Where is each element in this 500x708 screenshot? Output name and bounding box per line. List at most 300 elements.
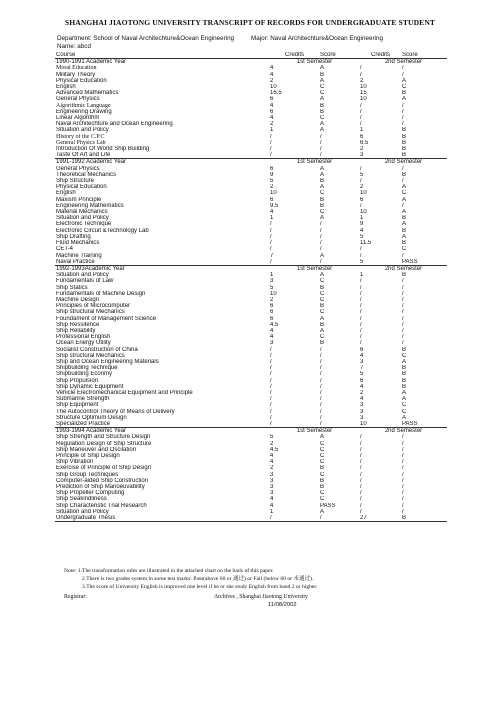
course-row	[55, 421, 447, 428]
credits-sem1: 3	[270, 278, 274, 285]
score-sem2: PASS	[402, 258, 418, 265]
score-sem2: /	[402, 459, 404, 466]
records-table	[55, 52, 447, 522]
score-sem2: /	[402, 502, 404, 509]
note-3: 3.The score of University English is improved one level if he or she study English from band 2 or higher.	[82, 584, 318, 590]
score-sem2: /	[402, 496, 404, 503]
credits-sem1: 1	[270, 272, 274, 279]
course-name: Machine Training	[56, 252, 102, 259]
score-sem2: A	[402, 221, 407, 228]
score-sem2: B	[402, 383, 407, 390]
credits-sem2: /	[360, 471, 362, 478]
score-sem1: A	[320, 272, 325, 279]
credits-sem2: 11.5	[360, 240, 372, 247]
credits-sem1: /	[270, 371, 272, 378]
course-name: English	[56, 84, 76, 91]
credits-sem2: 6	[360, 377, 364, 384]
course-name: Situation and Policy	[56, 272, 109, 279]
credits-sem1: 4	[270, 334, 274, 341]
score-sem1: B	[320, 484, 325, 491]
score-sem1: /	[320, 371, 322, 378]
course-name: Principles of Microcomputer	[56, 303, 131, 310]
credits-sem2: 3	[360, 414, 364, 421]
score-sem2: A	[402, 196, 407, 203]
course-name: Engineering Mathematics	[56, 202, 124, 209]
credits-sem2: /	[360, 490, 362, 497]
credits-sem2: /	[360, 71, 362, 78]
credits-sem1: /	[270, 402, 272, 409]
score-sem1: B	[320, 321, 325, 328]
score-sem1: /	[320, 139, 322, 146]
credits-sem2: /	[360, 321, 362, 328]
credits-sem2: /	[360, 290, 362, 297]
credits-sem2: 6.5	[360, 139, 369, 146]
credits-sem2: /	[360, 65, 362, 72]
score-sem2: /	[402, 278, 404, 285]
score-sem1: A	[320, 315, 325, 322]
score-sem1: B	[320, 465, 325, 472]
course-name: Regulation Design of Ship Structure	[56, 440, 152, 447]
credits-sem2: 5	[360, 258, 364, 265]
course-row	[55, 515, 447, 522]
credits-sem1: /	[270, 133, 272, 140]
student-info	[57, 35, 383, 50]
score-sem2: B	[401, 515, 447, 522]
credits-sem1: /	[270, 377, 272, 384]
score-sem2: B	[402, 377, 407, 384]
course-name: English	[56, 190, 76, 197]
credits-sem2: 1	[360, 127, 364, 134]
course-name: Taste Of Art and Life	[56, 152, 111, 159]
course-name: Ship Vibration	[56, 459, 94, 466]
credits-sem2: /	[360, 477, 362, 484]
credits-sem1: 1	[270, 215, 274, 222]
credits-sem1: 4.5	[270, 321, 279, 328]
score-sem1: B	[320, 284, 325, 291]
credits-sem1: 10	[270, 290, 277, 297]
credits-sem1: /	[270, 246, 272, 253]
credits-sem1: 3	[270, 471, 274, 478]
score-sem1: /	[320, 389, 322, 396]
credits-sem2: 5	[360, 371, 364, 378]
credits-sem1: 7	[270, 252, 274, 259]
course-name: Ship Propeller Computing	[56, 490, 125, 497]
credits-sem1: 3	[270, 484, 274, 491]
credits-sem1: 3	[270, 477, 274, 484]
score-sem1: C	[320, 209, 325, 216]
credits-sem1: /	[270, 408, 272, 415]
semester-1-label: 1st Semester	[269, 265, 359, 272]
credits-sem1: 2	[270, 77, 274, 84]
score-sem1: /	[320, 408, 322, 415]
score-sem2: /	[402, 446, 404, 453]
course-name: Undergraduate Thesis	[55, 515, 269, 522]
credits-sem2: 2	[360, 146, 364, 153]
course-name: Ship Strength and Structure Design	[56, 434, 151, 441]
score-sem2: /	[402, 252, 404, 259]
score-sem2: /	[402, 284, 404, 291]
credits-sem2: 6	[360, 133, 364, 140]
credits-sem2: /	[360, 434, 362, 441]
score-sem1: /	[320, 133, 322, 140]
credits-sem1: /	[270, 383, 272, 390]
credits-sem1: 6	[270, 303, 274, 310]
archives-label: Archives , Shanghai Jiaotong University	[214, 594, 308, 600]
credits-sem1: 2	[270, 465, 274, 472]
score-sem2: A	[402, 233, 407, 240]
academic-year-row	[55, 265, 447, 272]
credits-sem2: /	[360, 278, 362, 285]
credits-sem1: 4	[270, 459, 274, 466]
credits-sem2: 3	[360, 402, 364, 409]
course-name: Electronic Circuit &Technology Lab	[56, 227, 149, 234]
score-sem2: B	[402, 365, 407, 372]
score-sem1: C	[320, 115, 325, 122]
credits-sem1: 6	[270, 165, 274, 172]
score-sem2: C	[402, 246, 407, 253]
credits-sem1: 10	[270, 84, 277, 91]
score-sem2: /	[402, 303, 404, 310]
course-name: Principle of Ship Design	[56, 453, 120, 459]
score-sem2: B	[402, 90, 407, 97]
score-sem1: C	[320, 84, 325, 91]
course-name: Physical Education	[56, 77, 107, 84]
credits-sem2: 2	[360, 389, 364, 396]
score-sem2: /	[402, 296, 404, 303]
score-sem2: /	[402, 508, 404, 515]
course-name: Ship Equipment	[56, 402, 99, 409]
score-sem1: A	[320, 508, 325, 515]
note-1: Note: 1.The transformation rules are illustrated in the attached chart on the back of this paper.	[64, 568, 274, 574]
course-name: Ship structural Mechanics	[56, 309, 125, 316]
credits-sem1: 4	[270, 65, 274, 72]
course-name: Situation and Policy	[56, 127, 109, 134]
course-name: General Physics	[56, 96, 100, 103]
course-name: Situation and Policy	[56, 215, 109, 222]
credits-sem1: /	[270, 139, 272, 146]
credits-sem1: 6	[270, 96, 274, 103]
credits-sem1: 6	[270, 196, 274, 203]
course-name: Prediction of Ship Manoeuvability	[56, 484, 145, 491]
credits-sem1: /	[270, 365, 272, 372]
score-sem1: /	[320, 346, 322, 353]
course-name: Vehicle Electromechanical Equipment and Principle	[56, 389, 193, 396]
score-sem1: B	[320, 102, 325, 109]
score-sem2: /	[402, 165, 404, 172]
score-sem1: C	[320, 459, 325, 466]
score-sem1: C	[320, 453, 325, 459]
credits-sem1: 2	[270, 184, 274, 191]
score-sem2: /	[402, 71, 404, 78]
credits-sem2: 27	[359, 515, 401, 522]
credits-sem1: /	[270, 152, 272, 159]
course-name: Situation and Policy	[56, 508, 109, 515]
transcript-title: SHANGHAI JIAOTONG UNIVERSITY TRANSCRIPT OF RECORDS FOR UNDERGRADUATE STUDENT	[64, 18, 436, 27]
score-sem2: PASS	[402, 420, 418, 427]
score-sem1: /	[320, 365, 322, 372]
score-sem1: /	[320, 258, 322, 265]
score-sem2: /	[402, 434, 404, 441]
credits-sem1: 9.5	[270, 202, 279, 209]
credits-sem2: /	[360, 440, 362, 447]
score-sem2: A	[402, 184, 407, 191]
credits-sem1: /	[269, 515, 319, 522]
course-name: Engineering Drawing	[56, 108, 112, 115]
score-sem1: /	[320, 414, 322, 421]
course-name: Ship Dynamic Equipment	[56, 383, 124, 390]
score-sem2: B	[402, 346, 407, 353]
score-sem2: C	[402, 408, 407, 415]
course-name: Ship structural Mechanics	[56, 352, 125, 359]
score-sem1: A	[320, 65, 325, 72]
score-sem2: B	[402, 227, 407, 234]
score-sem2: /	[402, 334, 404, 341]
course-name: Submarine Strength	[56, 396, 110, 403]
score-sem1: /	[320, 352, 322, 359]
score-sem2: A	[402, 389, 407, 396]
score-sem2: B	[402, 240, 407, 247]
course-name: Maxism Principle	[56, 196, 102, 203]
credits-sem1: /	[270, 146, 272, 153]
score-sem2: /	[402, 121, 404, 128]
course-row	[55, 152, 447, 159]
course-name: General Physics	[56, 165, 100, 172]
score-sem1: A	[320, 327, 325, 334]
credits-sem1: 9	[270, 171, 274, 178]
score-sem1: /	[320, 396, 322, 403]
credits-sem2: 5	[360, 171, 364, 178]
score-sem1: B	[320, 477, 325, 484]
course-name: Ship Reliability	[56, 327, 96, 334]
credits-sem2: 10	[360, 209, 367, 216]
score-sem1: /	[319, 515, 359, 522]
course-name: Ship Characteristic Trial Research	[56, 502, 147, 509]
credits-sem2: 6	[360, 196, 364, 203]
score-sem1: B	[320, 71, 325, 78]
score-sem1: B	[320, 196, 325, 203]
credits-sem2: /	[360, 121, 362, 128]
score-sem2: C	[402, 190, 407, 197]
credits-sem1: 4	[270, 502, 274, 509]
credits-sem1: /	[270, 227, 272, 234]
score-sem2: /	[402, 108, 404, 115]
score-sem2: /	[402, 309, 404, 316]
semester-2-label: 2nd Semester	[359, 265, 447, 272]
score-sem2: /	[402, 484, 404, 491]
credits-sem2: /	[360, 246, 362, 253]
score-sem1: C	[320, 496, 325, 503]
registrar-label: Registrar:	[64, 594, 87, 600]
credits-sem1: /	[270, 414, 272, 421]
score-sem1: /	[320, 402, 322, 409]
academic-year-row	[55, 59, 447, 66]
credits-sem1: /	[270, 396, 272, 403]
header-score-1: Score	[320, 52, 336, 58]
course-name: Machine Design	[56, 296, 100, 303]
course-name: Electronic Technique	[56, 221, 112, 228]
score-sem2: /	[402, 340, 404, 347]
credits-sem2: /	[360, 334, 362, 341]
score-sem1: /	[320, 383, 322, 390]
course-name: Algorithmic Language	[56, 102, 111, 109]
score-sem1: C	[320, 278, 325, 285]
major-text: Major: Naval Architechture&Ocean Engineering	[251, 35, 383, 42]
semester-1-label: 1st Semester	[269, 59, 359, 66]
score-sem2: /	[402, 327, 404, 334]
course-name: General Physics Lab	[56, 139, 106, 146]
credits-sem1: /	[270, 420, 272, 427]
score-sem2: /	[402, 477, 404, 484]
course-name: Ship Propulsion	[56, 377, 99, 384]
credits-sem2: 4	[360, 396, 364, 403]
credits-sem2: 1	[360, 215, 364, 222]
score-sem1: A	[320, 215, 325, 222]
course-name: Ship Statics	[56, 284, 88, 291]
credits-sem2: /	[360, 327, 362, 334]
credits-sem2: 7	[360, 365, 364, 372]
student-name: Name: abcd	[57, 42, 91, 50]
course-name: Ship Structure	[56, 178, 95, 185]
score-sem2: /	[402, 290, 404, 297]
credits-sem2: /	[360, 115, 362, 122]
header-course: Course	[56, 52, 76, 58]
score-sem1: C	[320, 490, 325, 497]
score-sem1: A	[320, 77, 325, 84]
credits-sem2: 9	[360, 221, 364, 228]
score-sem1: B	[320, 108, 325, 115]
credits-sem2: /	[360, 108, 362, 115]
score-sem1: C	[320, 296, 325, 303]
course-name: Military Theory	[56, 71, 96, 78]
credits-sem1: 16.5	[270, 90, 282, 97]
course-name: Ship Ressitence	[56, 321, 100, 328]
score-sem1: A	[320, 121, 325, 128]
credits-sem1: 4	[270, 453, 274, 459]
credits-sem1: 1	[270, 508, 274, 515]
score-sem1: C	[320, 190, 325, 197]
header-credits-2: Credits	[370, 52, 390, 58]
credits-sem2: 4	[360, 352, 364, 359]
course-name: Structure Optimum Design	[56, 414, 127, 421]
score-sem2: C	[402, 84, 407, 91]
credits-sem1: 4	[270, 496, 274, 503]
score-sem2: A	[402, 77, 407, 84]
credits-sem2: 6	[360, 346, 364, 353]
credits-sem2: /	[360, 296, 362, 303]
credits-sem1: /	[270, 352, 272, 359]
course-name: Linear Algorithm	[56, 115, 100, 122]
credits-sem1: 6	[270, 309, 274, 316]
course-name: Physical Education	[56, 184, 107, 191]
score-sem2: /	[402, 465, 404, 472]
credits-sem2: 15	[360, 90, 367, 97]
academic-year-label: 1990-1991 Academic Year	[55, 59, 269, 66]
table-header	[55, 52, 447, 59]
score-sem1: A	[320, 184, 325, 191]
score-sem2: B	[402, 133, 407, 140]
score-sem1: /	[320, 227, 322, 234]
score-sem2: B	[402, 127, 407, 134]
score-sem2: A	[402, 209, 407, 216]
semester-1-label: 1st Semester	[269, 159, 359, 166]
course-row	[55, 259, 447, 266]
credits-sem1: /	[270, 233, 272, 240]
course-name: Socialist Construction of China	[56, 346, 138, 353]
credits-sem1: 2	[270, 440, 274, 447]
course-name: Material Mechanics	[56, 209, 108, 216]
credits-sem2: /	[360, 508, 362, 515]
score-sem2: /	[402, 440, 404, 447]
academic-year-label: 1991-1992 Academic Year	[55, 159, 269, 166]
credits-sem2: 4	[360, 383, 364, 390]
score-sem2: A	[402, 414, 407, 421]
score-sem2: /	[402, 453, 404, 459]
credits-sem1: /	[270, 258, 272, 265]
course-name: Moral Education	[56, 65, 97, 72]
credits-sem2: /	[360, 496, 362, 503]
credits-sem1: 4	[270, 102, 274, 109]
credits-sem1: /	[270, 346, 272, 353]
department-text: Department: School of Naval Architechture&Ocean Engineering	[57, 35, 235, 42]
course-name: Fundamentals of Machine Design	[56, 290, 146, 297]
score-sem2: A	[402, 96, 407, 103]
course-name: Ocean Energy Utility	[56, 340, 111, 347]
credits-sem2: 2	[360, 184, 364, 191]
credits-sem2: /	[360, 165, 362, 172]
header-credits-1: Credits	[284, 52, 304, 58]
score-sem2: C	[402, 402, 407, 409]
credits-sem1: /	[270, 358, 272, 365]
semester-1-label: 1st Semester	[269, 428, 359, 435]
credits-sem2: /	[360, 484, 362, 491]
score-sem1: /	[320, 146, 322, 153]
score-sem1: C	[320, 440, 325, 447]
course-name: Ship Drafting	[56, 233, 91, 240]
course-name: Specialized Practice	[56, 420, 111, 427]
academic-year-label: 1993-1994 Academic Year	[55, 428, 269, 435]
credits-sem2: 2	[360, 77, 364, 84]
score-sem1: /	[320, 377, 322, 384]
score-sem2: /	[402, 321, 404, 328]
credits-sem1: 4	[270, 327, 274, 334]
note-2: 2.There is two grades system in some test marks: Pass(above 60 or 通过) or Fail (below 60 or 未通过).	[82, 576, 314, 582]
credits-sem2: /	[360, 446, 362, 453]
course-name: Naval Architechture and Ocean Engineering	[56, 121, 173, 128]
score-sem1: /	[320, 221, 322, 228]
credits-sem2: 4	[360, 227, 364, 234]
score-sem1: /	[320, 240, 322, 247]
score-sem1: C	[320, 471, 325, 478]
course-name: Shipbuilding Econmy	[56, 371, 113, 378]
credits-sem1: 5	[270, 178, 274, 185]
notes-extra	[64, 582, 317, 592]
score-sem2: /	[402, 202, 404, 209]
score-sem2: C	[402, 352, 407, 359]
score-sem2: B	[402, 371, 407, 378]
course-name: Advanced Mathematics	[56, 90, 119, 97]
credits-sem2: 10	[360, 190, 367, 197]
credits-sem1: /	[270, 221, 272, 228]
credits-sem1: 5	[270, 434, 274, 441]
semester-2-label: 2nd Semester	[359, 59, 447, 66]
score-sem2: /	[402, 102, 404, 109]
credits-sem2: /	[360, 453, 362, 459]
course-name: Ship Maneuver and Oscilation	[56, 446, 137, 453]
credits-sem2: /	[360, 303, 362, 310]
score-sem2: /	[402, 315, 404, 322]
credits-sem1: 4	[270, 115, 274, 122]
credits-sem1: 5	[270, 284, 274, 291]
